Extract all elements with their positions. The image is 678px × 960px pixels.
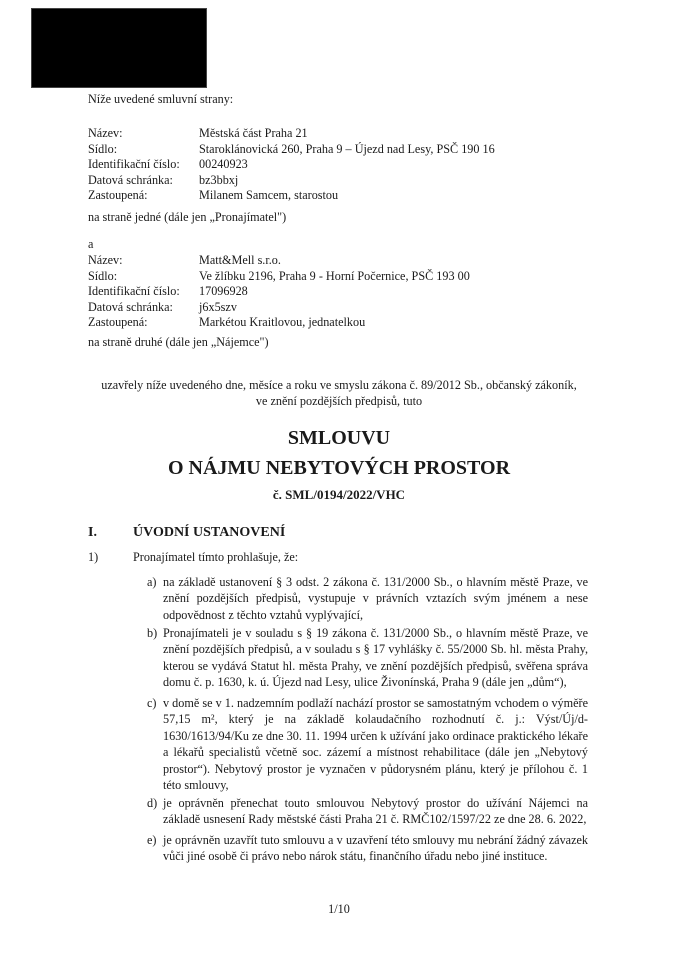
point-number: 1) (88, 550, 99, 564)
list-item-d: d) je oprávněn přenechat touto smlouvou Nebytový prostor do užívání Nájemci na základě usnesení Rady městské části Praha 21 č. RMČ102/1597/22 ze dne 28. 6. 2022, (147, 796, 588, 827)
intro-text: Níže uvedené smluvní strany: (88, 92, 234, 106)
party2-role: na straně druhé (dále jen „Nájemce") (88, 335, 269, 349)
preamble-line1: uzavřely níže uvedeného dne, měsíce a roku ve smyslu zákona č. 89/2012 Sb., občanský zákoník, (101, 378, 577, 392)
point-1 (88, 550, 298, 565)
redacted-block (31, 8, 207, 88)
section-title: ÚVODNÍ USTANOVENÍ (133, 525, 286, 540)
section-number: I. (88, 525, 97, 540)
party2-row-databox: Datová schránka: j6x5szv (88, 299, 237, 314)
section-heading (88, 525, 285, 541)
party1-row-databox: Datová schránka: bz3bbxj (88, 172, 239, 187)
party1-details (88, 126, 495, 204)
party2-row-seat: Sídlo: Ve žlíbku 2196, Praha 9 - Horní Počernice, PSČ 193 00 (88, 268, 470, 283)
list-item-b: b) Pronajímateli je v souladu s § 19 zákona č. 131/2000 Sb., o hlavním městě Praze, ve znění pozdějších předpisů, a v souladu s § 17 vyhlášky č. 55/2000 Sb. hl. města Prahy, kterou se vydává Statut hl. města Prahy, ve znění pozdějších předpisů, svěřena správa domu č. p. 1630, k. ú. Újezd nad Lesy, ulice Živonínská, Praha 9 (dále jen „dům“), (147, 626, 588, 690)
party2-row-id: Identifikační číslo: 17096928 (88, 284, 248, 298)
list-item-e: e) je oprávněn uzavřít tuto smlouvu a v uzavření této smlouvy mu nebrání žádný závazek vůči jiné osobě či právo nebo nárok státu, finančního úřadu nebo jiné instituce. (147, 833, 588, 864)
contract-number: č. SML/0194/2022/VHC (272, 487, 406, 502)
list-item-a: a) na základě ustanovení § 3 odst. 2 zákona č. 131/2000 Sb., o hlavním městě Praze, ve znění pozdějších předpisů, vystupuje v právních vztazích svým jménem a nese odpovědnost z těchto vztahů vyplývající, (147, 575, 588, 622)
party1-row-represented: Zastoupená: Milanem Samcem, starostou (88, 188, 339, 202)
party2-details (88, 253, 470, 331)
party2-row-represented: Zastoupená: Markétou Kraitlovou, jednatelkou (88, 315, 366, 329)
party1-role: na straně jedné (dále jen „Pronajímatel") (88, 210, 287, 224)
page-number: 1/10 (328, 902, 350, 916)
list-item-c: c) v domě se v 1. nadzemním podlaží nachází prostor se samostatným vchodem o výměře 57,15 m², který je na základě kolaudačního rozhodnutí č. j.: Výst/Új/d-1630/1613/94/Ku ze dne 30. 11. 1994 určen k užívání jako ordinace praktického lékaře a lékařů specialistů včetně soc. zázemí a místnost rehabilitace (dále jen „Nebytový prostor“). Nebytový prostor je vyznačen v půdorysném plánu, který je přílohou č. 1 této smlouvy, (147, 696, 588, 793)
document-subtitle: O NÁJMU NEBYTOVÝCH PROSTOR (167, 457, 511, 479)
preamble-line2: ve znění pozdějších předpisů, tuto (255, 394, 423, 408)
party1-row-id: Identifikační číslo: 00240923 (88, 157, 248, 171)
party1-row-seat: Sídlo: Staroklánovická 260, Praha 9 – Újezd nad Lesy, PSČ 190 16 (88, 141, 495, 156)
party2-row-name: Název: Matt&Mell s.r.o. (88, 253, 281, 267)
party1-row-name: Název: Městská část Praha 21 (88, 126, 308, 140)
point-text: Pronajímatel tímto prohlašuje, že: (133, 550, 299, 564)
conjunction: a (88, 237, 94, 251)
document-title: SMLOUVU (287, 427, 391, 449)
